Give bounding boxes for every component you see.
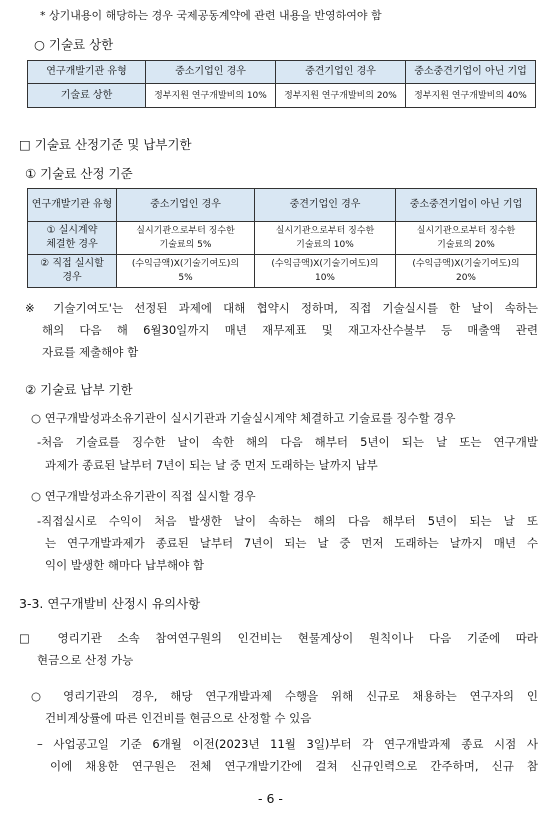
cap-table [27, 60, 536, 108]
cell-line: 기술료의 5% [159, 240, 212, 250]
cap-table-header-row [28, 61, 536, 84]
label-line: ② 직접 실시할 [40, 258, 104, 269]
criteria-row-label [28, 255, 117, 288]
criteria-cell [117, 222, 255, 255]
deadline-item-head: ○ 연구개발성과소유기관이 직접 실시할 경우 [31, 489, 256, 503]
note-line: ※ 기술기여도'는 선정된 과제에 대해 협약시 정하며, 직접 기술실시를 한 날이 속하는 [25, 301, 538, 315]
criteria-cell [255, 255, 396, 288]
circle-bullet-line: ○ 영리기관의 경우, 해당 연구개발과제 수행을 위해 신규로 채용하는 연구자의 인 [31, 689, 538, 703]
criteria-row-direct [28, 255, 537, 288]
criteria-heading: □ 기술료 산정기준 및 납부기한 [19, 137, 192, 152]
circle-bullet-line: 건비계상률에 따른 인건비를 현금으로 산정할 수 있음 [45, 711, 312, 725]
cell-line: 기술료의 20% [437, 240, 495, 250]
cell-line: (수익금액)X(기술기여도)의 [131, 259, 240, 269]
deadline-item-line: 는 연구개발과제가 종료된 날부터 7년이 되는 날 중 먼저 도래하는 날까지 매년 수 [45, 536, 538, 550]
cap-header-cell: 연구개발기관 유형 [28, 61, 146, 84]
cell-line: 실시기관으로부터 징수한 [275, 226, 375, 236]
cell-line: 실시기관으로부터 징수한 [416, 226, 516, 236]
deadline-item-line: -직접실시로 수익이 처음 발생한 날이 속하는 해의 다음 해부터 5년이 되는 날 또 [37, 514, 538, 528]
cell-line: (수익금액)X(기술기여도)의 [412, 259, 520, 269]
criteria-header-cell: 중소기업인 경우 [117, 189, 255, 222]
deadline-item-line: 과제가 종료된 날부터 7년이 되는 날 중 먼저 도래하는 날까지 납부 [45, 458, 378, 472]
square-bullet-line: □ 영리기관 소속 참여연구원의 인건비는 현물계상이 원칙이나 다음 기준에 따라 [19, 631, 538, 645]
deadline-item-line: 익이 발생한 해마다 납부해야 함 [45, 558, 205, 572]
dash-bullet-line: – 사업공고일 기준 6개월 이전(2023년 11월 3일)부터 각 연구개발과제 종료 시점 사 [37, 737, 538, 751]
cell-line: 20% [455, 273, 476, 283]
cap-header-cell: 중소중견기업이 아닌 기업 [406, 61, 536, 84]
cell-line: 실시기관으로부터 징수한 [136, 226, 235, 236]
criteria-subheading: ① 기술료 산정 기준 [25, 166, 133, 181]
label-line: 경우 [62, 272, 82, 283]
criteria-header-row [28, 189, 537, 222]
criteria-header-cell: 중소중견기업이 아닌 기업 [396, 189, 537, 222]
criteria-cell [396, 222, 537, 255]
deadline-item-line: -처음 기술료를 징수한 날이 속한 해의 다음 해부터 5년이 되는 날 또는 연구개발 [37, 435, 538, 449]
label-line: ① 실시계약 [46, 225, 98, 236]
cap-cell: 정부지원 연구개발비의 20% [276, 84, 406, 108]
deadline-subheading: ② 기술료 납부 기한 [25, 382, 133, 397]
note-line: 자료를 제출해야 함 [42, 345, 139, 359]
cap-table-row [28, 84, 536, 108]
criteria-header-cell: 연구개발기관 유형 [28, 189, 117, 222]
criteria-table [27, 188, 537, 288]
cell-line: 기술료의 10% [296, 240, 354, 250]
square-bullet-line: 현금으로 산정 가능 [37, 653, 134, 667]
note-line: 해의 다음 해 6월30일까지 매년 재무제표 및 재고자산수불부 등 매출액 관련 [42, 323, 538, 337]
deadline-item-head: ○ 연구개발성과소유기관이 실시기관과 기술실시계약 체결하고 기술료를 징수할 경우 [31, 411, 456, 425]
criteria-cell [255, 222, 396, 255]
cell-line: (수익금액)X(기술기여도)의 [271, 259, 379, 269]
label-line: 체결한 경우 [46, 239, 98, 250]
cell-line: 10% [314, 273, 335, 283]
criteria-cell [396, 255, 537, 288]
cap-header-cell: 중소기업인 경우 [146, 61, 276, 84]
criteria-header-cell: 중견기업인 경우 [255, 189, 396, 222]
cap-heading: ○ 기술료 상한 [34, 37, 114, 52]
cell-line: 5% [178, 273, 193, 283]
intro-note: * 상기내용이 해당하는 경우 국제공동계약에 관련 내용을 반영하여야 함 [40, 9, 382, 22]
page-number: - 6 - [258, 791, 283, 806]
dash-bullet-line: 이에 채용한 연구원은 전체 연구개발기간에 걸쳐 신규인력으로 간주하며, 신규 참 [50, 759, 538, 773]
cap-row-label: 기술료 상한 [28, 84, 146, 108]
cap-cell: 정부지원 연구개발비의 40% [406, 84, 536, 108]
criteria-row-contract [28, 222, 537, 255]
criteria-cell [117, 255, 255, 288]
section-title: 3-3. 연구개발비 산정시 유의사항 [19, 596, 201, 611]
criteria-row-label [28, 222, 117, 255]
cap-header-cell: 중견기업인 경우 [276, 61, 406, 84]
cap-cell: 정부지원 연구개발비의 10% [146, 84, 276, 108]
